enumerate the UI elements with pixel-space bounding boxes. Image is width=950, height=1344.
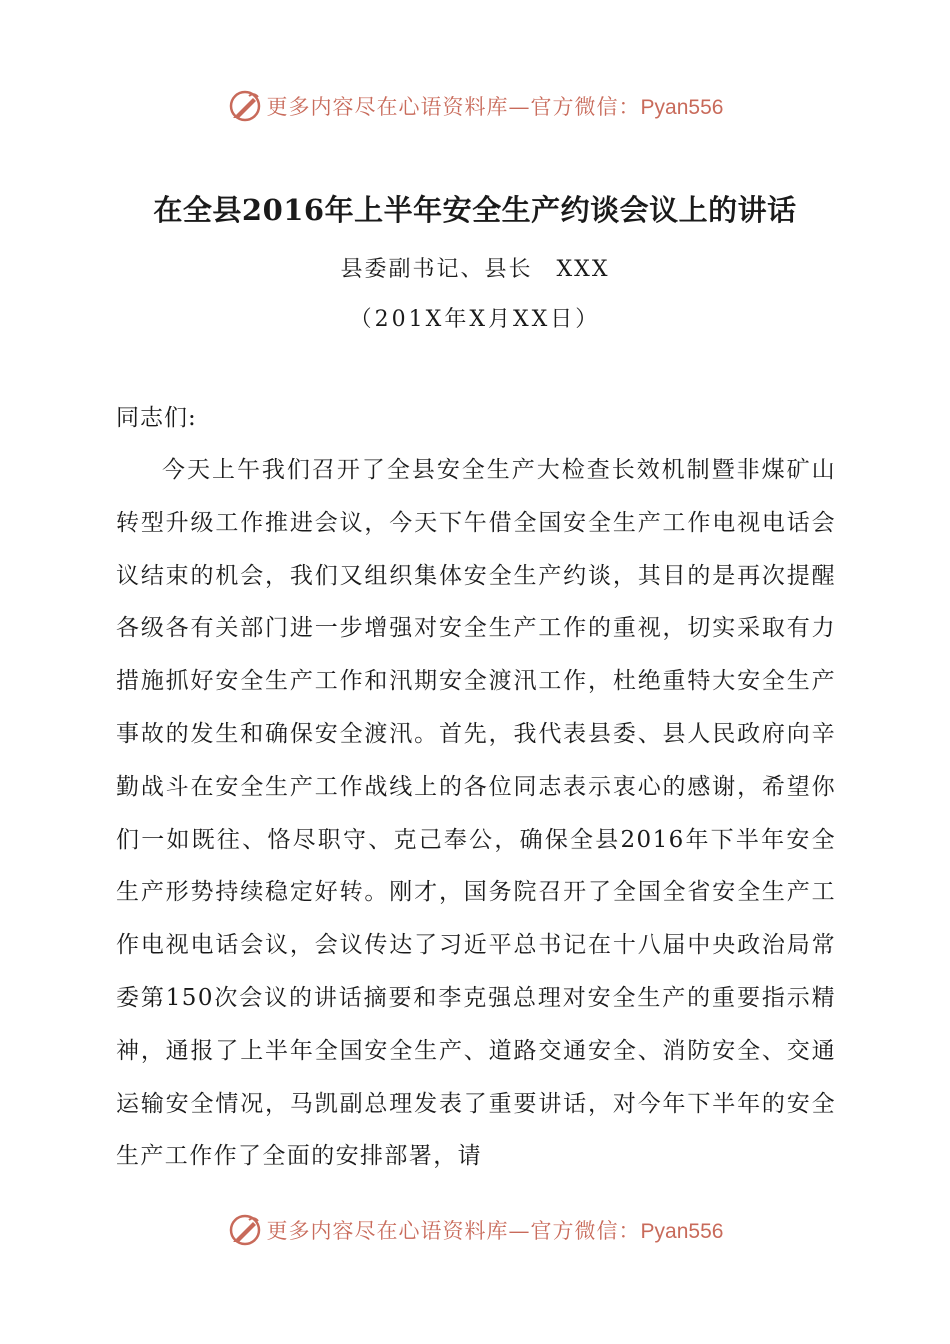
pen-logo-icon — [227, 88, 263, 124]
watermark-text — [267, 91, 724, 121]
watermark-handle: Pyan556 — [640, 1220, 724, 1243]
watermark-handle: Pyan556 — [640, 96, 724, 119]
watermark-footer — [0, 1208, 950, 1252]
watermark-label: 更多内容尽在心语资料库—官方微信： — [266, 1219, 641, 1243]
salutation: 同志们: — [116, 405, 197, 431]
watermark-header — [0, 84, 950, 128]
watermark-text — [267, 1215, 724, 1245]
document-byline: 县委副书记、县长 XXX — [340, 257, 610, 282]
pen-logo-icon — [227, 1212, 263, 1248]
body-paragraph: 今天上午我们召开了全县安全生产大检查长效机制暨非煤矿山转型升级工作推进会议，今天下午借全国安全生产工作电视电话会议结束的机会，我们又组织集体安全生产约谈，其目的是再次提醒各级各有关部门进一步增强对安全生产工作的重视，切实采取有力措施抓好安全生产工作和汛期安全渡汛工作，杜绝重特大安全生产事故的发生和确保安全渡汛。首先，我代表县委、县人民政府向辛勤战斗在安全生产工作战线上的各位同志表示衷心的感谢，希望你们一如既往、恪尽职守、克己奉公，确保全县2016年下半年安全生产形势持续稳定好转。刚才，国务院召开了全国全省安全生产工作电视电话会议，会议传达了习近平总书记在十八届中央政治局常委第150次会议的讲话摘要和李克强总理对安全生产的重要指示精神，通报了上半年全国安全生产、道路交通安全、消防安全、交通运输安全情况，马凯副总理发表了重要讲话，对今年下半年的安全生产工作作了全面的安排部署，请 — [116, 457, 836, 1170]
document-date: （201X年X月XX日） — [349, 307, 601, 332]
watermark-label: 更多内容尽在心语资料库—官方微信： — [266, 95, 641, 119]
document-title: 在全县2016年上半年安全生产约谈会议上的讲话 — [153, 193, 797, 227]
